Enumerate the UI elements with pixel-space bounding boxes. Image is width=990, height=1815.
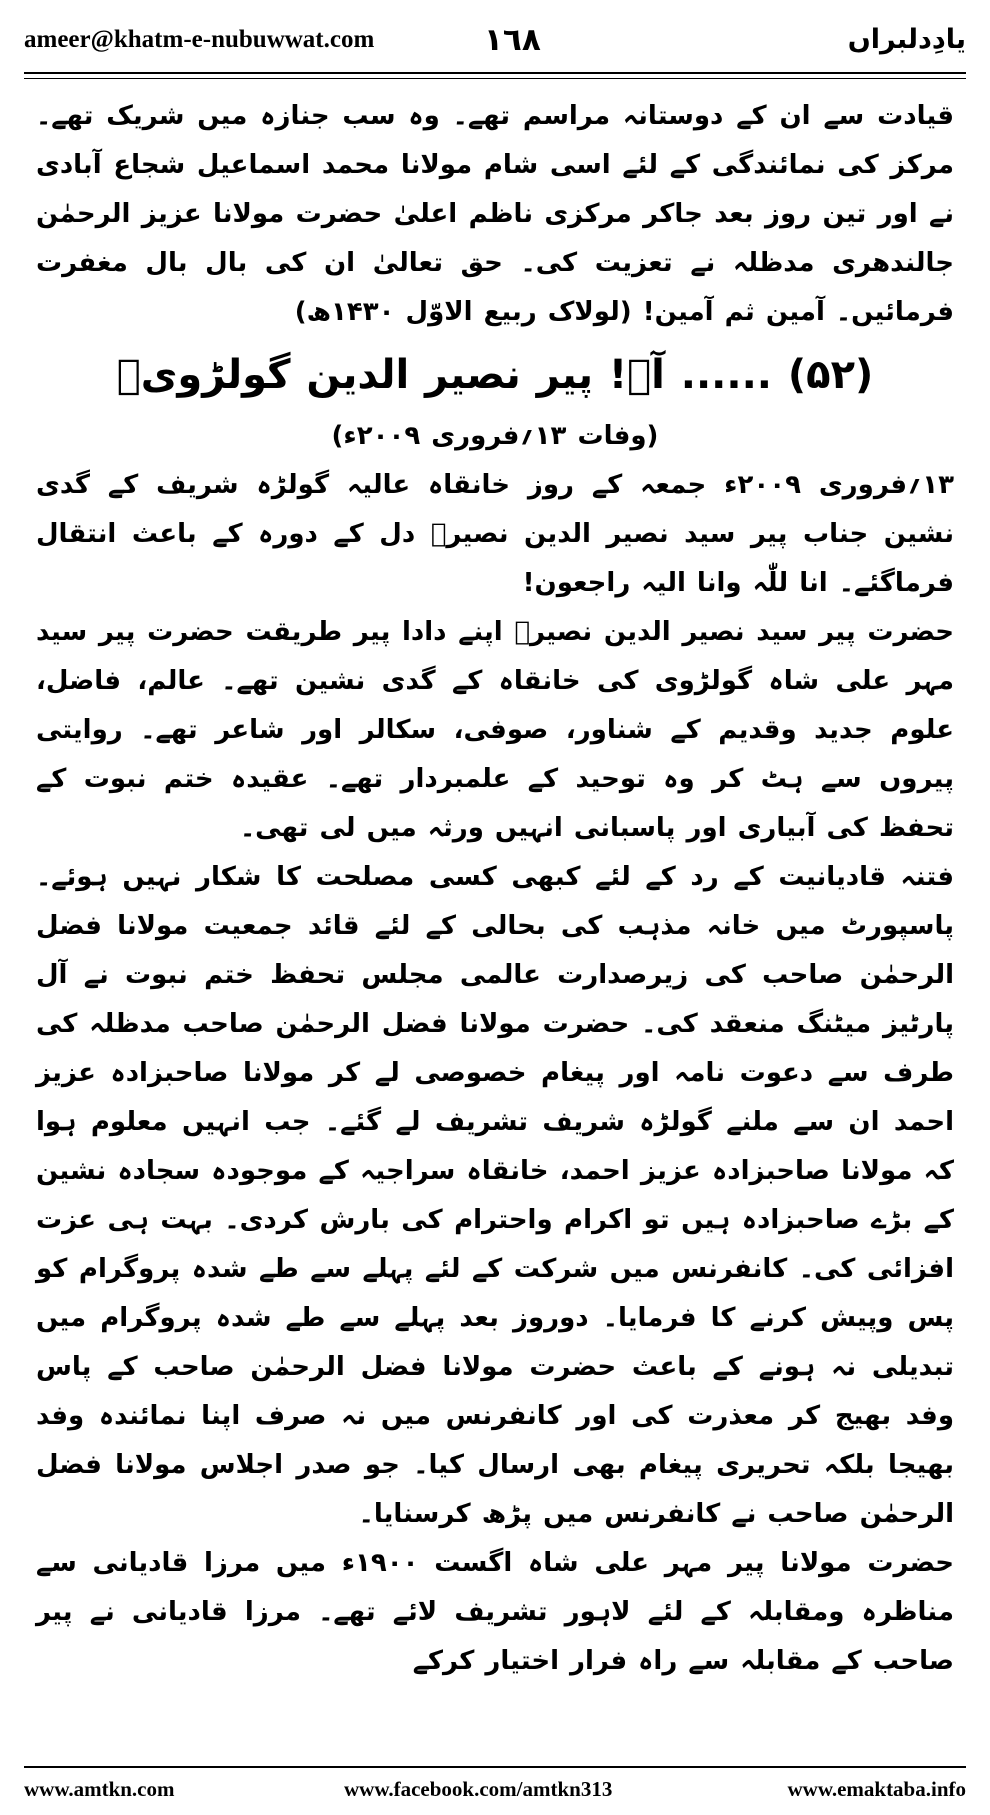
page-footer [24,1777,966,1807]
footer-link-amtkn[interactable]: www.amtkn.com [24,1777,175,1801]
book-title: یادِدلبراں [847,24,966,55]
paragraph-continued: قیادت سے ان کے دوستانہ مراسم تھے۔ وہ سب جنازہ میں شریک تھے۔ مرکز کی نمائندگی کے لئے اسی شام مولانا محمد اسماعیل شجاع آبادی نے اور تین روز بعد جاکر مرکزی ناظم اعلیٰ حضرت مولانا عزیز الرحمٰن جالندھری مدظلہ نے تعزیت کی۔ حق تعالیٰ ان کی بال بال مغفرت فرمائیں۔ آمین ثم آمین! (لولاک ربیع الاوّل ۱۴۳۰ھ) [36,101,954,327]
paragraph: فتنہ قادیانیت کے رد کے لئے کبھی کسی مصلحت کا شکار نہیں ہوئے۔ پاسپورٹ میں خانہ مذہب کی بحالی کے لئے قائد جمعیت مولانا فضل الرحمٰن صاحب کی زیرصدارت عالمی مجلس تحفظ ختم نبوت نے آل پارٹیز میٹنگ منعقد کی۔ حضرت مولانا فضل الرحمٰن صاحب مدظلہ کی طرف سے دعوت نامہ اور پیغام خصوصی لے کر مولانا صاحبزادہ عزیز احمد ان سے ملنے گولڑہ شریف تشریف لے گئے۔ جب انہیں معلوم ہوا کہ مولانا صاحبزادہ عزیز احمد، خانقاہ سراجیہ کے موجودہ سجادہ نشین کے بڑے صاحبزادہ ہیں تو اکرام واحترام کی بارش کردی۔ بہت ہی عزت افزائی کی۔ کانفرنس میں شرکت کے لئے پہلے سے طے شدہ پروگرام کو پس وپیش کرنے کا فرمایا۔ دوروز بعد پہلے سے طے شدہ پروگرام میں تبدیلی نہ ہونے کے باعث حضرت مولانا فضل الرحمٰن صاحب کے پاس وفد بھیج کر معذرت کی اور کانفرنس میں نہ صرف اپنا نمائندہ وفد بھیجا بلکہ تحریری پیغام بھی ارسال کیا۔ جو صدر اجلاس مولانا فضل الرحمٰن صاحب نے کانفرنس میں پڑھ کرسنایا۔ [36,862,954,1529]
header-rule-thin [24,78,966,79]
footer-link-emaktaba[interactable]: www.emaktaba.info [787,1777,966,1801]
header-rule [24,72,966,74]
paragraph: ۱۳؍فروری ۲۰۰۹ء جمعہ کے روز خانقاہ عالیہ گولڑہ شریف کے گدی نشین جناب پیر سید نصیر الدین نصیرؒ دل کے دورہ کے باعث انتقال فرماگئے۔ انا للّٰہ وانا الیہ راجعون! [36,470,954,598]
page-header [24,22,966,64]
page-content [36,92,954,1686]
paragraph: حضرت پیر سید نصیر الدین نصیرؒ اپنے دادا پیر طریقت حضرت پیر سید مہر علی شاہ گولڑوی کی خانقاہ کے گدی نشین تھے۔ عالم، فاضل، علوم جدید وقدیم کے شناور، صوفی، سکالر اور شاعر تھے۔ روایتی پیروں سے ہٹ کر وہ توحید کے علمبردار تھے۔ عقیدہ ختم نبوت کے تحفظ کی آبیاری اور پاسبانی انہیں ورثہ میں لی تھی۔ [36,617,954,843]
footer-rule [24,1766,966,1768]
footer-link-facebook[interactable]: www.facebook.com/amtkn313 [344,1777,613,1801]
header-email: ameer@khatm-e-nubuwwat.com [24,26,375,53]
page-number: ١٦٨ [484,22,541,58]
paragraph: حضرت مولانا پیر مہر علی شاہ اگست ۱۹۰۰ء میں مرزا قادیانی سے مناظرہ ومقابلہ کے لئے لاہور تشریف لائے تھے۔ مرزا قادیانی نے پیر صاحب کے مقابلہ سے راہ فرار اختیار کرکے [36,1548,954,1676]
section-subheading: (وفات ۱۳؍فروری ۲۰۰۹ء) [331,421,659,451]
section-heading: (۵۲) ...... آہ! پیر نصیر الدین گولڑویؒ [116,352,874,398]
